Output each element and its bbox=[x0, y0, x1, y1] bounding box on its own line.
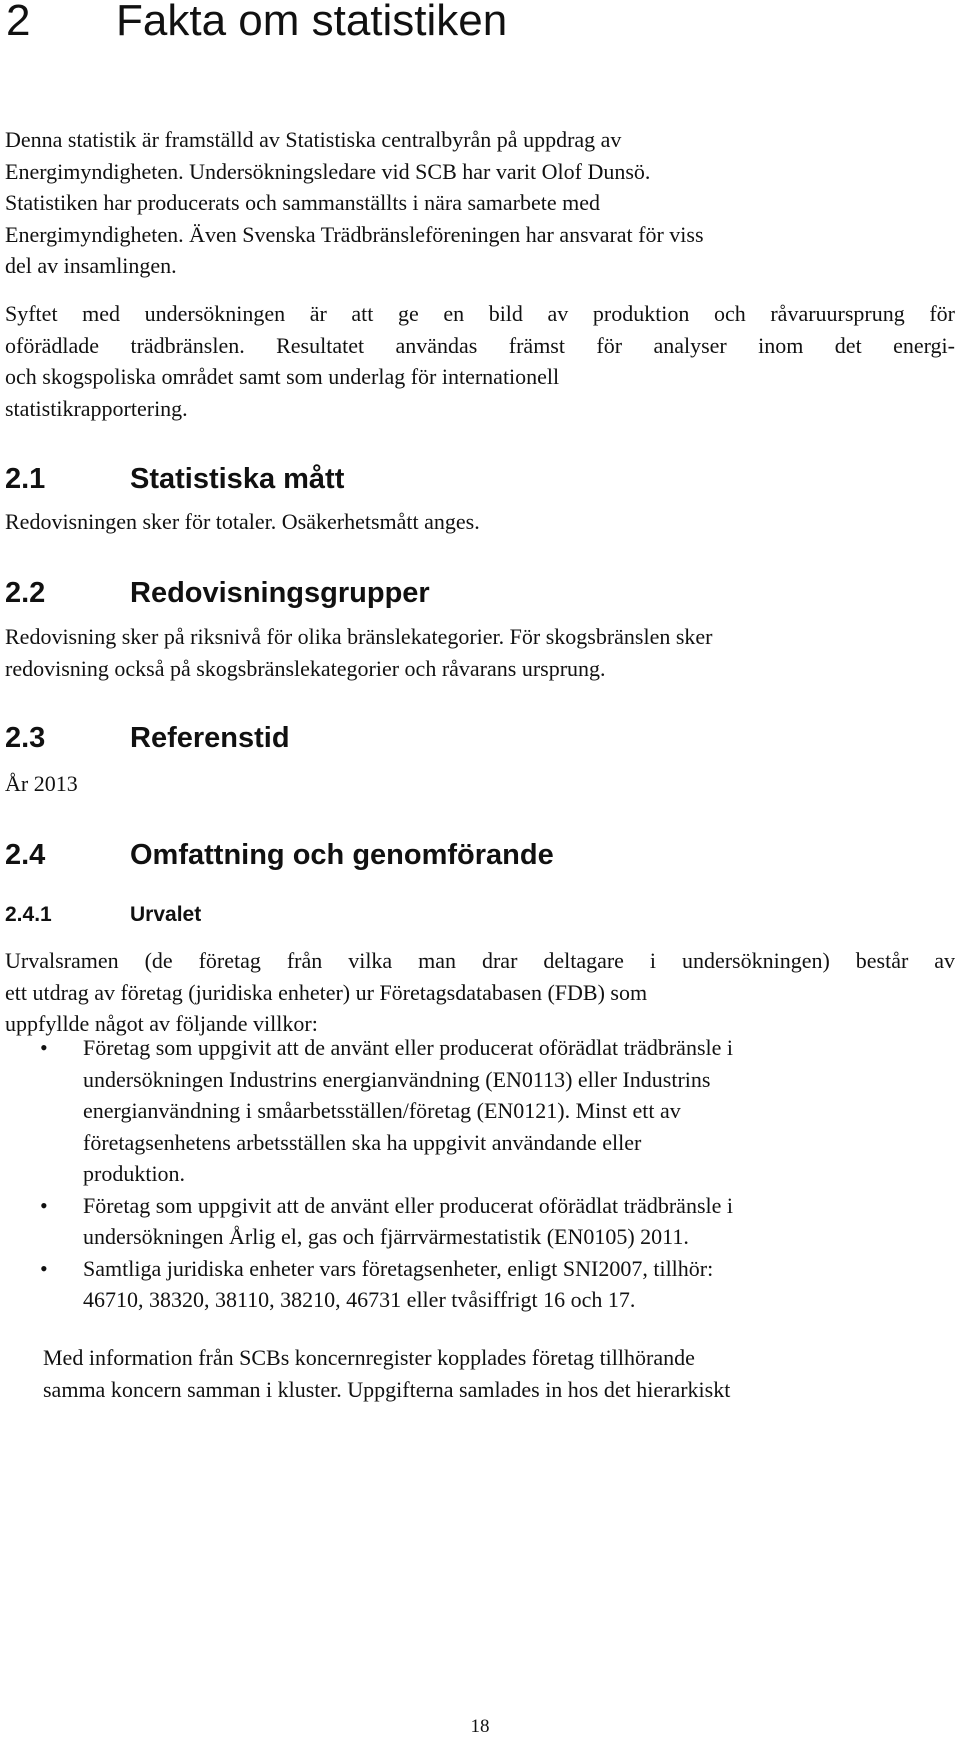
text-line: Syftet med undersökningen är att ge en bild av produktion och råvaruursprung för bbox=[5, 301, 955, 326]
chapter-title: Fakta om statistiken bbox=[116, 0, 508, 45]
text-line: ett utdrag av företag (juridiska enheter) ur Företagsdatabasen (FDB) som bbox=[5, 979, 648, 1005]
bullet-icon: • bbox=[40, 1035, 48, 1060]
text-line: Samtliga juridiska enheter vars företagsenheter, enligt SNI2007, tillhör: bbox=[83, 1255, 714, 1281]
text-line: produktion. bbox=[83, 1161, 186, 1186]
section-heading-2-1 bbox=[5, 462, 344, 496]
section-number: 2.3 bbox=[5, 722, 46, 754]
section-number: 2.4 bbox=[5, 839, 46, 871]
text-line: undersökningen Industrins energianvändning (EN0113) eller Industrins bbox=[83, 1066, 711, 1092]
text-line: Energimyndigheten. Undersökningsledare vid SCB har varit Olof Dunsö. bbox=[5, 158, 651, 184]
text-line: Företag som uppgivit att de använt eller producerat oförädlat trädbränsle i bbox=[83, 1035, 733, 1060]
section-number: 2.1 bbox=[5, 463, 46, 495]
text-line: statistikrapportering. bbox=[5, 395, 188, 421]
section-2-4-1-text bbox=[5, 945, 955, 1040]
text-line: företagsenhetens arbetsställen ska ha uppgivit användande eller bbox=[83, 1129, 642, 1155]
criteria-list bbox=[0, 1032, 960, 1316]
text-line: undersökningen Årlig el, gas och fjärrvärmestatistik (EN0105) 2011. bbox=[83, 1224, 689, 1249]
text-line: 46710, 38320, 38110, 38210, 46731 eller tvåsiffrigt 16 och 17. bbox=[83, 1287, 636, 1312]
text-line: Redovisningen sker för totaler. Osäkerhetsmått anges. bbox=[5, 509, 480, 534]
bullet-icon: • bbox=[40, 1192, 48, 1218]
text-line: redovisning också på skogsbränslekategorier och råvarans ursprung. bbox=[5, 655, 606, 681]
text-line: Redovisning sker på riksnivå för olika bränslekategorier. För skogsbränslen sker bbox=[5, 624, 713, 649]
text-line: oförädlade trädbränslen. Resultatet användas främst för analyser inom det energi- bbox=[5, 332, 955, 358]
list-item bbox=[0, 1190, 960, 1253]
section-title: Omfattning och genomförande bbox=[130, 839, 554, 871]
section-2-3-text bbox=[5, 768, 78, 800]
text-line: Energimyndigheten. Även Svenska Trädbränsleföreningen har ansvarat för viss bbox=[5, 221, 704, 247]
subsection-heading-2-4-1 bbox=[5, 903, 201, 927]
intro-paragraph bbox=[5, 124, 704, 282]
page-number: 18 bbox=[470, 1716, 490, 1737]
text-line: Företag som uppgivit att de använt eller producerat oförädlat trädbränsle i bbox=[83, 1192, 733, 1218]
text-line: energianvändning i småarbetsställen/företag (EN0121). Minst ett av bbox=[83, 1098, 681, 1123]
text-line: År 2013 bbox=[5, 771, 78, 796]
text-line: Urvalsramen (de företag från vilka man drar deltagare i undersökningen) består av bbox=[5, 948, 955, 973]
text-line: Denna statistik är framställd av Statistiska centralbyrån på uppdrag av bbox=[5, 127, 622, 152]
section-2-2-text bbox=[5, 621, 713, 684]
closing-paragraph bbox=[43, 1342, 730, 1405]
section-title: Statistiska mått bbox=[130, 463, 345, 495]
section-2-1-text bbox=[5, 506, 480, 538]
list-item bbox=[0, 1032, 960, 1190]
section-title: Redovisningsgrupper bbox=[130, 577, 430, 609]
text-line: Med information från SCBs koncernregister kopplades företag tillhörande bbox=[43, 1345, 695, 1370]
text-line: uppfyllde något av följande villkor: bbox=[5, 1011, 318, 1036]
bullet-icon: • bbox=[40, 1255, 48, 1281]
section-heading-2-4 bbox=[5, 838, 554, 872]
list-item bbox=[0, 1253, 960, 1316]
text-line: Statistiken har producerats och sammanställts i nära samarbete med bbox=[5, 190, 601, 215]
subsection-number: 2.4.1 bbox=[5, 903, 52, 926]
chapter-heading bbox=[6, 0, 507, 46]
text-line: del av insamlingen. bbox=[5, 253, 177, 278]
section-number: 2.2 bbox=[5, 577, 46, 609]
chapter-number: 2 bbox=[6, 0, 31, 45]
text-line: och skogspoliska området samt som underlag för internationell bbox=[5, 364, 560, 389]
purpose-paragraph bbox=[5, 298, 955, 424]
text-line: samma koncern samman i kluster. Uppgifterna samlades in hos det hierarkiskt bbox=[43, 1376, 731, 1402]
subsection-title: Urvalet bbox=[130, 903, 202, 926]
section-heading-2-3 bbox=[5, 721, 290, 755]
section-title: Referenstid bbox=[130, 722, 290, 754]
section-heading-2-2 bbox=[5, 576, 430, 610]
